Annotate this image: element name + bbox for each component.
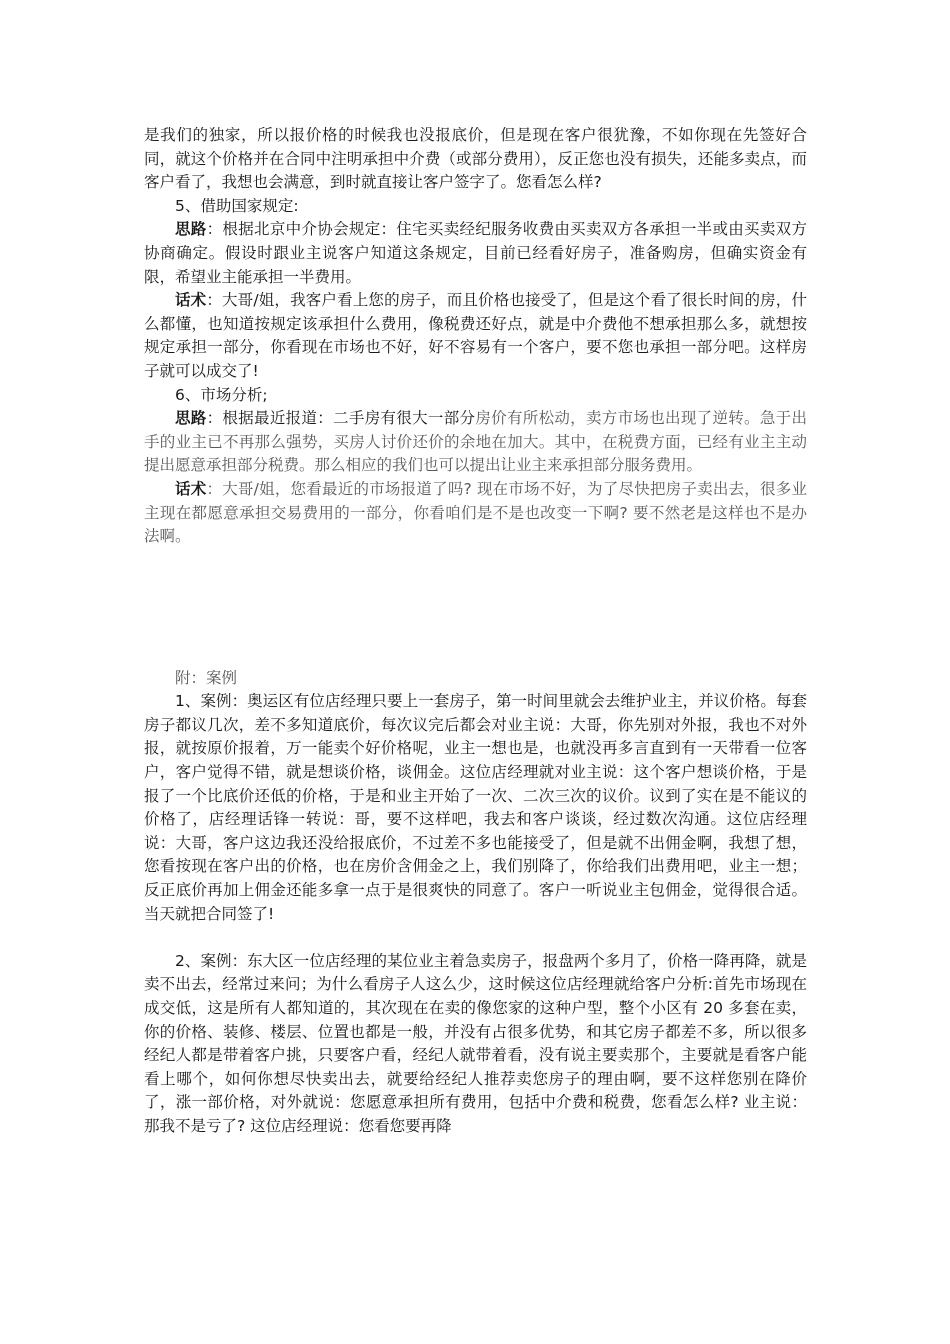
blank-space <box>144 549 807 667</box>
paragraph-continuation: 是我们的独家，所以报价格的时候我也没报底价，但是现在客户很犹豫，不如你现在先签好合同，就这个价格并在合同中注明承担中介费（或部分费用），反正您也没有损失，还能多卖点，而客户看了，我想也会满意，到时就直接让客户签字了。您看怎么样? <box>144 126 807 192</box>
idea-text: ：根据北京中介协会规定：住宅买卖经纪服务收费由买卖双方各承担一半或由买卖双方协商确定。假设时跟业主说客户知道这条规定，目前已经看好房子，准备购房，但确实资金有限，希望业主能承担一半费用。 <box>144 220 807 286</box>
idea-label: 思路 <box>175 409 207 428</box>
script-text: ：大哥/姐，您看最近的市场报道了吗? 现在市场不好，为了尽快把房子卖出去，很多业主现在都愿意承担交易费用的一部分，你看咱们是不是也改变一下啊? 要不然老是这样也不是办法啊。 <box>144 479 807 546</box>
script-text: ：大哥/姐，我客户看上您的房子，而且价格也接受了，但是这个看了很长时间的房，什么都懂，也知道按规定该承担什么费用，像税费还好点，就是中介费他不想承担那么多，就想按规定承担一部分，你看现在市场也不好，好不容易有一个客户，要不您也承担一部分吧。这样房子就可以成交了! <box>144 291 807 380</box>
idea-text-part-b: 房价有所松动，卖方市场也出现了逆转。急于出手的业主已不再那么强势，买房人讨价还价的余地在加大。其中，在税费方面，已经有业主主动提出愿意承担部分税费。那么相应的我们也可以提出让业主来承担部分服务费用。 <box>144 409 807 475</box>
section-6-script-paragraph <box>144 478 807 549</box>
section-5-idea-paragraph <box>144 218 807 289</box>
script-label: 话术 <box>175 479 207 498</box>
case-1-paragraph: 1、案例：奥运区有位店经理只要上一套房子，第一时间里就会去维护业主，并议价格。每套房子都议几次，差不多知道底价，每次议完后都会对业主说：大哥，你先别对外报，我也不对外报，就按原价报着，万一能卖个好价格呢，业主一想也是，也就没再多言直到有一天带看一位客户，客户觉得不错，就是想谈价格，谈佣金。这位店经理就对业主说：这个客户想谈价格，于是报了一个比底价还低的价格，于是和业主开始了一次、二次三次的议价。议到了实在是不能议的价格了，店经理话锋一转说：哥，要不这样吧，我去和客户谈谈，经过数次沟通。这位店经理说：大哥，客户这边我还没给报底价，不过差不多也能接受了，但是就不出佣金啊，我想了想，您看按现在客户出的价格，也在房价含佣金之上，我们别降了，你给我们出费用吧，业主一想；反正底价再加上佣金还能多拿一点于是很爽快的同意了。客户一听说业主包佣金，觉得很合适。当天就把合同签了! <box>144 692 807 923</box>
section-5-script-paragraph <box>144 289 807 383</box>
idea-label: 思路 <box>175 220 207 239</box>
appendix-heading: 附：案例 <box>175 668 238 687</box>
section-5-heading: 5、借助国家规定: <box>175 196 299 215</box>
blank-line <box>144 926 807 950</box>
case-2-paragraph: 2、案例：东大区一位店经理的某位业主着急卖房子，报盘两个多月了，价格一降再降，就是卖不出去，经常过来问；为什么看房子人这么少，这时候这位店经理就给客户分析:首先市场现在成交低，这是所有人都知道的，其次现在在卖的像您家的这种户型，整个小区有 20 多套在卖，你的价格、装修、楼层、位置也都是一般，并没有占很多优势，和其它房子都差不多，所以很多经纪人都是带着客户挑，只要客户看，经纪人就带着看，没有说主要卖那个，主要就是看客户能看上哪个，如何你想尽快卖出去，就要给经纪人推荐卖您房子的理由啊，要不这样您别在降价了，涨一部价格，对外就说：您愿意承担所有费用，包括中介费和税费，您看怎么样? 业主说：那我不是亏了? 这位店经理说：您看您要再降 <box>144 951 807 1135</box>
section-6-idea-paragraph <box>144 407 807 478</box>
script-label: 话术 <box>175 291 207 310</box>
section-6-heading: 6、市场分析; <box>175 385 268 404</box>
document-page <box>144 124 807 1139</box>
idea-text-part-a: ：根据最近报道：二手房有很大一部分 <box>206 409 476 428</box>
